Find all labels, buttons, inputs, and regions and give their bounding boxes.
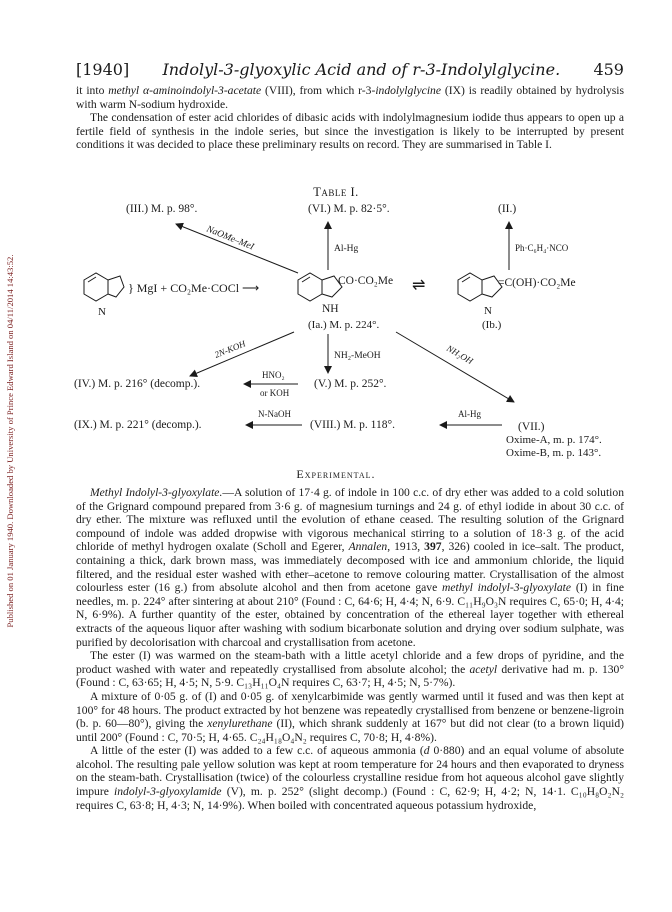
compound-III: (III.) M. p. 98°.: [126, 203, 198, 215]
reagent-alhg-bottom: Al-Hg: [458, 409, 481, 419]
indole-left-structure: [84, 273, 124, 301]
compound-Ia: (Ia.) M. p. 224°.: [308, 319, 380, 331]
compound-IV: (IV.) M. p. 216° (decomp.).: [74, 378, 201, 390]
page-number: 459: [593, 60, 624, 79]
reagent-ph-nco: Ph·C₆H₄·NCO: [515, 243, 569, 253]
table-title: Table I.: [313, 185, 359, 199]
publication-note: Published on 01 January 1940. Downloaded by University of Prince Edward Island on 04/11/2014 14:43:52.: [5, 254, 15, 628]
equilibrium-arrows: ⇌: [412, 277, 426, 294]
reagent-mgi: } MgI + CO₂Me·COCl ⟶: [128, 281, 260, 295]
arrow-to-III: [176, 224, 298, 273]
compound-V: (V.) M. p. 252°.: [314, 378, 387, 390]
header-year: [1940]: [76, 60, 130, 79]
reagent-naoh: N-NaOH: [258, 409, 291, 419]
reagent-nh3-meoh: NH₂-MeOH: [334, 351, 381, 361]
running-header: [76, 60, 624, 82]
indole-Ia-structure: [298, 273, 342, 301]
indole-Ib-structure: [458, 273, 502, 301]
reagent-nh2oh: NH₂OH: [445, 343, 475, 367]
compound-Ib: (Ib.): [482, 319, 502, 331]
reagent-naome: NaOMe–MeI: [204, 224, 256, 253]
experimental-text: [76, 486, 624, 812]
reagent-koh: 2N-KOH: [213, 338, 247, 360]
reagent-or-koh: or KOH: [260, 388, 290, 398]
intro-text: [76, 84, 624, 152]
indole-right-n: N: [484, 305, 492, 317]
exp-paragraph-3: A mixture of 0·05 g. of (I) and 0·05 g. of xenylcarbimide was gently warmed until it fused and was then kept at 100° for 48 hours. The product extracted by hot benzene was repeatedly crystallised from benzene or benzene-ligroin (b. p. 60—80°), giving the xenylurethane (II), which shrank suddenly at 167° but did not clear (to a brown liquid) until 200° (Found : C, 70·5; H, 4·65. C₂₄H₁₈O₄N₂ requires C, 70·8; H, 4·8%).: [76, 689, 624, 744]
compound-IX: (IX.) M. p. 221° (decomp.).: [74, 419, 202, 431]
compound-VII: (VII.): [518, 421, 545, 433]
reaction-scheme: [66, 198, 626, 464]
indole-nh: NH: [322, 303, 339, 315]
exp-paragraph-2: The ester (I) was warmed on the steam-bath with a little acetyl chloride and a few drops of pyridine, and the product washed with water and repeatedly crystallised from absolute alcohol; the acetyl derivative had m. p. 130° (Found : C, 63·65; H, 4·5; N, 5·9. C₁₃H₁₁O₄N requires C, 63·7; H, 4·5; N, 5·7%).: [76, 649, 624, 690]
ketoester-group: CO·CO₂Me: [338, 275, 394, 287]
compound-VIII: (VIII.) M. p. 118°.: [310, 419, 395, 431]
reagent-alhg-top: Al-Hg: [334, 244, 359, 254]
indole-left-n: N: [98, 306, 106, 318]
oxime-a: Oxime-A, m. p. 174°.: [506, 434, 602, 446]
compound-VI: (VI.) M. p. 82·5°.: [308, 203, 390, 215]
section-heading-experimental: Experimental.: [296, 467, 376, 481]
enol-group: =C(OH)·CO₂Me: [498, 277, 576, 289]
oxime-b: Oxime-B, m. p. 143°.: [506, 447, 602, 459]
intro-paragraph-2: The condensation of ester acid chlorides of dibasic acids with indolylmagnesium iodide thus appears to open up a fertile field of synthesis in the indole series, but since the investigation is likely to be interrupted by present conditions it was decided to place these preliminary results on record. They are summarised in Table I.: [76, 111, 624, 152]
exp-paragraph-1: Methyl Indolyl-3-glyoxylate.—A solution of 17·4 g. of indole in 100 c.c. of dry ether was added to a cold solution of the Grignard compound prepared from 3·6 g. of magnesium turnings and 24 g. of ethyl iodide in about 30 c.c. of dry ether. The mixture was refluxed until the evolution of ethane ceased. The resulting solution of the Grignard compound of indole was added dropwise with vigorous mechanical stirring to a solution of 18·3 g. of the acid chloride of methyl hydrogen oxalate (Scholl and Egerer, Annalen, 1913, 397, 326) cooled in ice–salt. The product, containing a thick, dark brown mass, was immediately decomposed with ice and ammonium chloride, the liquid filtered, and the residual ester washed with ether–acetone to remove colouring matter. Crystallisation of the almost colourless ester (16 g.) from absolute alcohol and then from acetone gave methyl indolyl-3-glyoxylate (I) in fine needles, m. p. 224° after sintering at about 210° (Found : C, 64·6; H, 4·4; N, 6·9. C₁₁H₉O₃N requires C, 65·0; H, 4·4; N, 6·9%). A further quantity of the ester, obtained by concentration of the ethereal layer together with ethereal extracts of the aqueous liquor after washing with sodium bicarbonate solution and drying over sodium sulphate, was purified by decolorisation with charcoal and crystallisation from acetone.: [76, 486, 624, 649]
intro-paragraph-1: it into methyl α-aminoindolyl-3-acetate (VIII), from which r-3-indolylglycine (IX) is readily obtained by hydrolysis with warm N-sodium hydroxide.: [76, 84, 625, 111]
compound-II: (II.): [498, 203, 517, 215]
reagent-hno2: HNO₂: [262, 370, 285, 380]
header-title: Indolyl-3-glyoxylic Acid and of r-3-Indolylglycine.: [162, 60, 561, 79]
exp-paragraph-4: A little of the ester (I) was added to a few c.c. of aqueous ammonia (d 0·880) and an equal volume of absolute alcohol. The resulting pale yellow solution was kept at room temperature for 24 hours and then evaporated to dryness on the steam-bath. Crystallisation (twice) of the colourless crystalline residue from hot aqueous alcohol gave slightly impure indolyl-3-glyoxylamide (V), m. p. 252° (slight decomp.) (Found : C, 62·9; H, 4·2; N, 14·1. C₁₀H₈O₂N₂ requires C, 63·8; H, 4·3; N, 14·9%). When boiled with concentrated aqueous potassium hydroxide,: [76, 744, 624, 812]
arrow-to-VII: [396, 332, 514, 402]
